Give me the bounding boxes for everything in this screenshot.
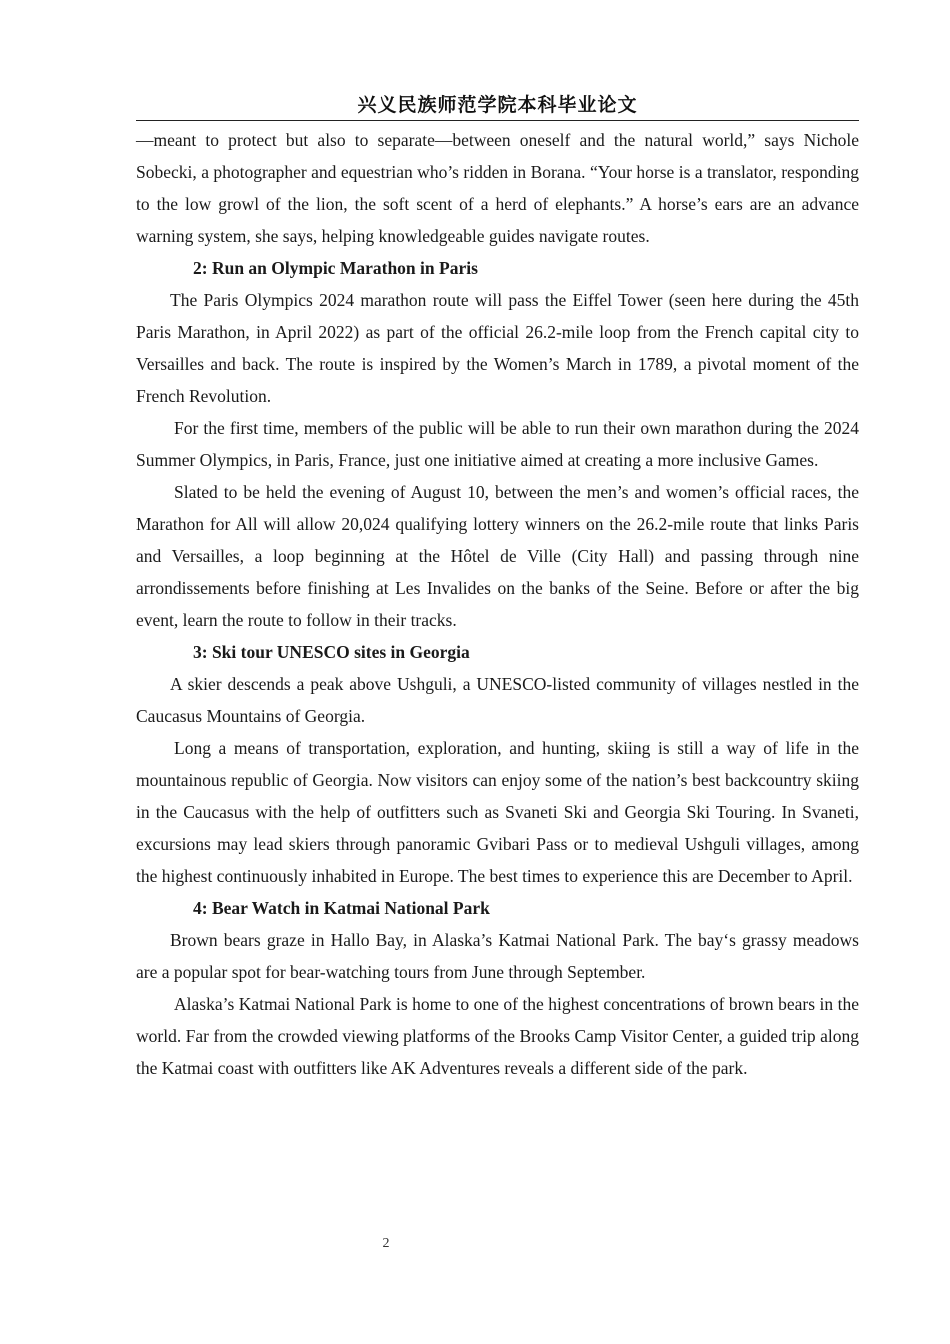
page-header-title: 兴义民族师范学院本科毕业论文 bbox=[357, 94, 638, 116]
page-number: 2 bbox=[382, 1236, 390, 1251]
paragraph: Slated to be held the evening of August 10, between the men’s and women’s official races, the Marathon for All will allow 20,024 qualifying lottery winners on the 26.2-mile route that links Paris and Versailles, a loop beginning at the Hôtel de Ville (City Hall) and passing through nine arrondissements before finishing at Les Invalides on the banks of the Seine. Before or after the big event, learn the route to follow in their tracks. bbox=[136, 482, 859, 630]
document-body bbox=[136, 124, 859, 1084]
paragraph: —meant to protect but also to separate—between oneself and the natural world,” says Nichole Sobecki, a photographer and equestrian who’s ridden in Borana. “Your horse is a translator, responding to the low growl of the lion, the soft scent of a herd of elephants.” A horse’s ears are an advance warning system, she says, helping knowledgeable guides navigate routes. bbox=[136, 130, 859, 246]
paragraph: For the first time, members of the public will be able to run their own marathon during the 2024 Summer Olympics, in Paris, France, just one initiative aimed at creating a more inclusive Games. bbox=[136, 418, 859, 470]
paragraph: The Paris Olympics 2024 marathon route will pass the Eiffel Tower (seen here during the 45th Paris Marathon, in April 2022) as part of the official 26.2-mile loop from the French capital city to Versailles and back. The route is inspired by the Women’s March in 1789, a pivotal moment of the French Revolution. bbox=[136, 290, 859, 406]
paragraph: Brown bears graze in Hallo Bay, in Alaska’s Katmai National Park. The bay‘s grassy meadows are a popular spot for bear-watching tours from June through September. bbox=[136, 930, 859, 982]
section-heading: 4: Bear Watch in Katmai National Park bbox=[193, 898, 490, 918]
paragraph: Long a means of transportation, exploration, and hunting, skiing is still a way of life in the mountainous republic of Georgia. Now visitors can enjoy some of the nation’s best backcountry skiing in the Caucasus with the help of outfitters such as Svaneti Ski and Georgia Ski Touring. In Svaneti, excursions may lead skiers through panoramic Gvibari Pass or to medieval Ushguli villages, among the highest continuously inhabited in Europe. The best times to experience this are December to April. bbox=[136, 738, 859, 886]
paragraph: Alaska’s Katmai National Park is home to one of the highest concentrations of brown bears in the world. Far from the crowded viewing platforms of the Brooks Camp Visitor Center, a guided trip along the Katmai coast with outfitters like AK Adventures reveals a different side of the park. bbox=[136, 994, 859, 1078]
paragraph: A skier descends a peak above Ushguli, a UNESCO-listed community of villages nestled in the Caucasus Mountains of Georgia. bbox=[136, 674, 859, 726]
header-divider bbox=[136, 120, 859, 121]
section-heading: 3: Ski tour UNESCO sites in Georgia bbox=[193, 642, 470, 662]
section-heading: 2: Run an Olympic Marathon in Paris bbox=[193, 258, 478, 278]
